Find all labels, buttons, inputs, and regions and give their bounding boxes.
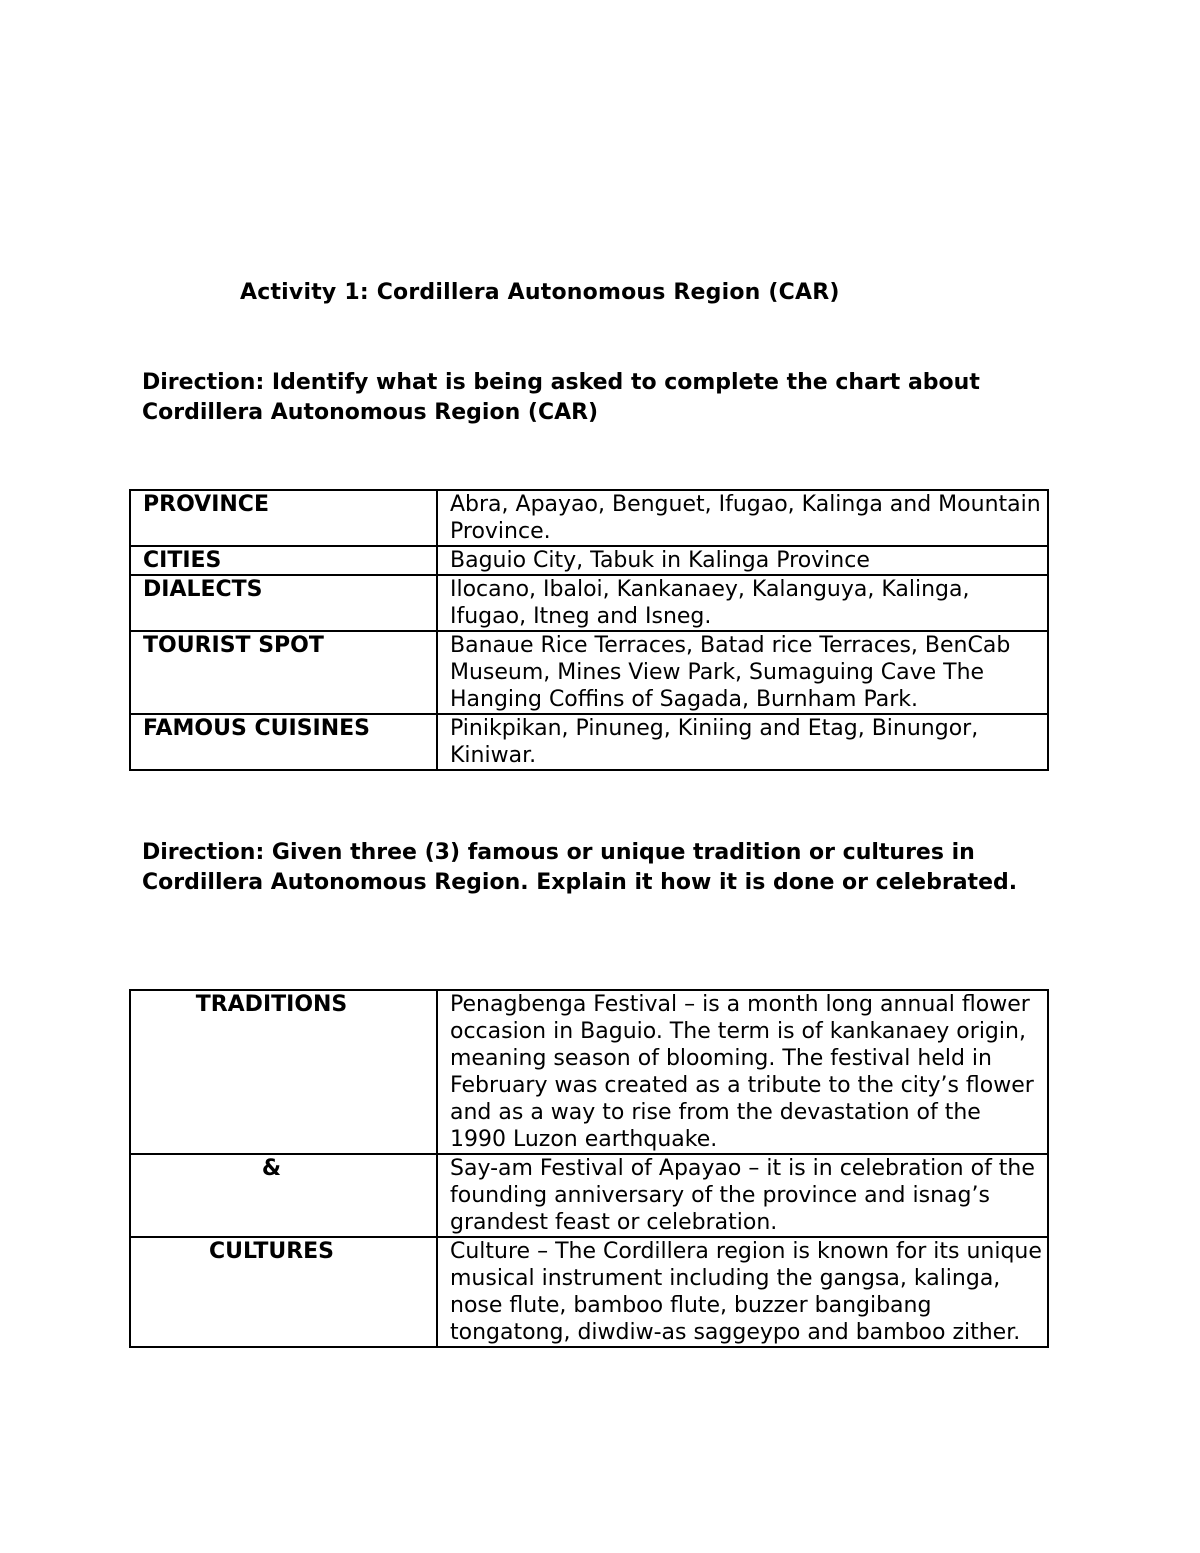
traditions-label: TRADITIONS xyxy=(130,990,437,1154)
ampersand-label: & xyxy=(130,1154,437,1237)
ampersand-row xyxy=(130,1154,1048,1237)
chart-label: PROVINCE xyxy=(130,490,437,546)
activity-title: Activity 1: Cordillera Autonomous Region (CAR) xyxy=(240,280,840,305)
chart-row-famous-cuisines xyxy=(130,714,1048,770)
chart-label: FAMOUS CUISINES xyxy=(130,714,437,770)
traditions-cultures-table xyxy=(129,989,1049,1348)
chart-value: Abra, Apayao, Benguet, Ifugao, Kalinga and Mountain Province. xyxy=(437,490,1048,546)
chart-label: TOURIST SPOT xyxy=(130,631,437,714)
chart-value: Ilocano, Ibaloi, Kankanaey, Kalanguya, Kalinga, Ifugao, Itneg and Isneg. xyxy=(437,575,1048,631)
chart-row-province xyxy=(130,490,1048,546)
cultures-label: CULTURES xyxy=(130,1237,437,1347)
chart-row-tourist-spot xyxy=(130,631,1048,714)
ampersand-value: Say-am Festival of Apayao – it is in celebration of the founding anniversary of the province and isnag’s grandest feast or celebration. xyxy=(437,1154,1048,1237)
traditions-row xyxy=(130,990,1048,1154)
direction-traditions: Direction: Given three (3) famous or unique tradition or cultures in Cordillera Autonomous Region. Explain it how it is done or celebrated. xyxy=(142,840,1018,895)
chart-value: Baguio City, Tabuk in Kalinga Province xyxy=(437,546,1048,575)
chart-row-cities xyxy=(130,546,1048,575)
chart-value: Pinikpikan, Pinuneg, Kiniing and Etag, Binungor, Kiniwar. xyxy=(437,714,1048,770)
chart-value: Banaue Rice Terraces, Batad rice Terraces, BenCab Museum, Mines View Park, Sumaguing Cave The Hanging Coffins of Sagada, Burnham Park. xyxy=(437,631,1048,714)
chart-label: DIALECTS xyxy=(130,575,437,631)
direction-identify: Direction: Identify what is being asked to complete the chart about Cordillera Autonomous Region (CAR) xyxy=(142,370,980,425)
traditions-value: Penagbenga Festival – is a month long annual flower occasion in Baguio. The term is of kankanaey origin, meaning season of blooming. The festival held in February was created as a tribute to the city’s flower and as a way to rise from the devastation of the 1990 Luzon earthquake. xyxy=(437,990,1048,1154)
cultures-value: Culture – The Cordillera region is known for its unique musical instrument including the gangsa, kalinga, nose flute, bamboo flute, buzzer bangibang tongatong, diwdiw-as saggeypo and bamboo zither. xyxy=(437,1237,1048,1347)
chart-label: CITIES xyxy=(130,546,437,575)
cultures-row xyxy=(130,1237,1048,1347)
chart-row-dialects xyxy=(130,575,1048,631)
car-info-chart xyxy=(129,489,1049,771)
